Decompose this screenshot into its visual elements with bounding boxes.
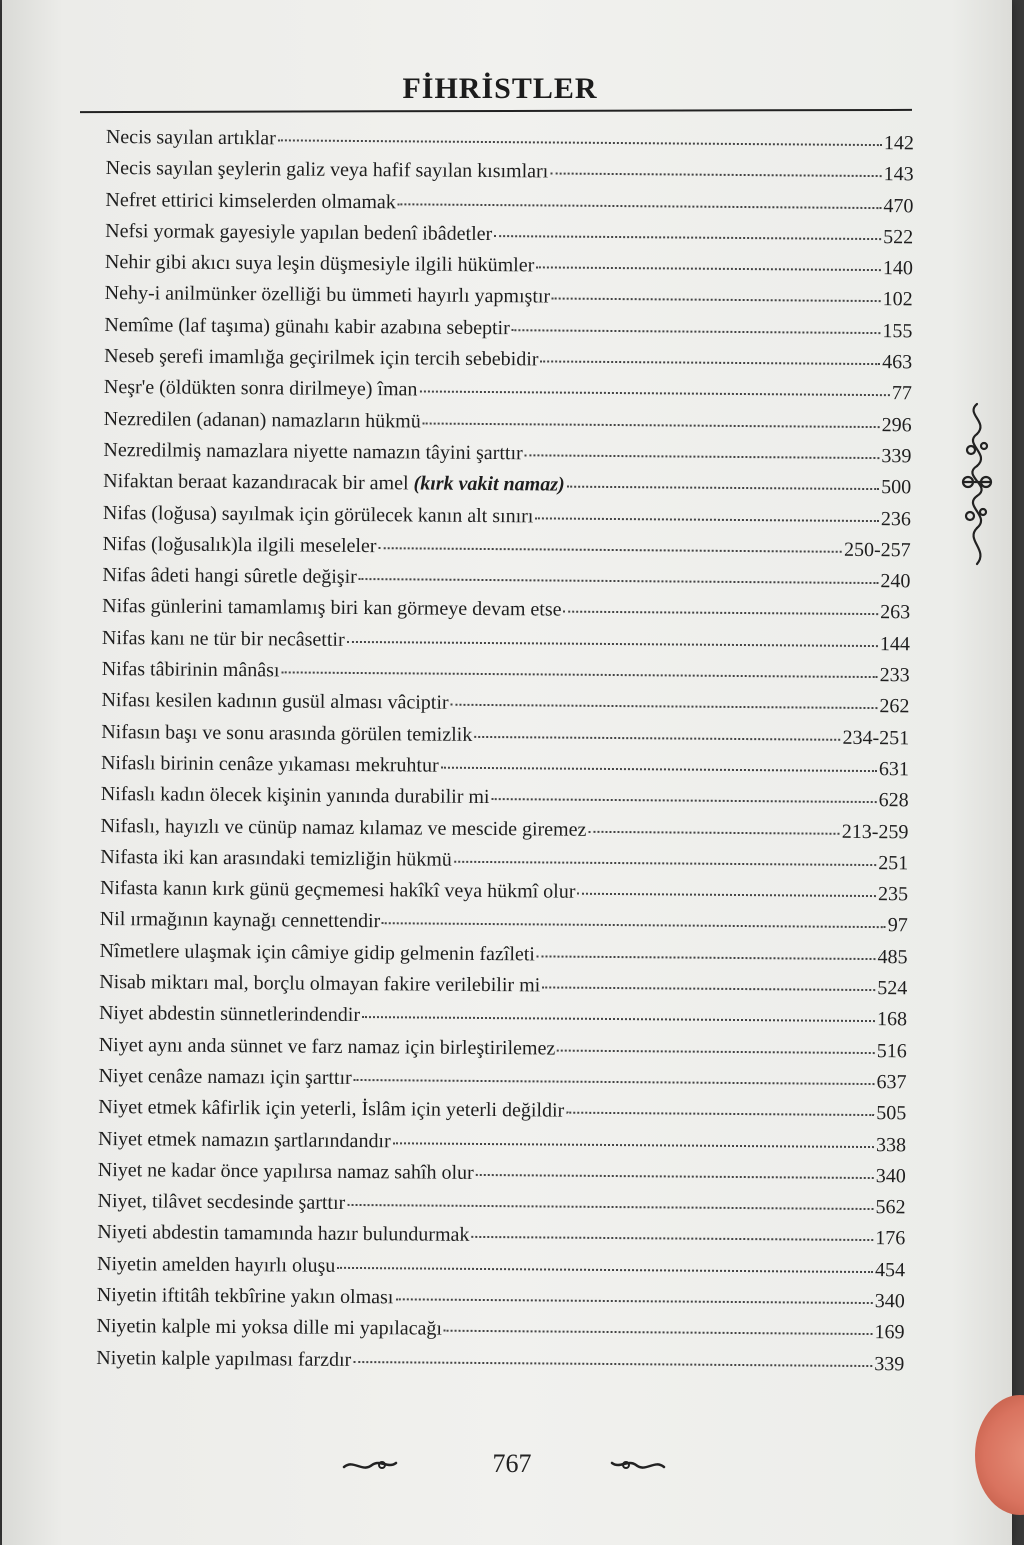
entry-title: Necis sayılan artıklar (105, 126, 276, 150)
dot-leader (474, 735, 840, 741)
entry-title: Niyet aynı anda sünnet ve farz namaz için birleştirilemez (98, 1033, 556, 1060)
entry-title: Neseb şerefi imamlığa geçirilmek için tercih sebebidir (104, 345, 539, 371)
index-entry-text (105, 251, 535, 277)
entry-page-number: 213-259 (841, 820, 909, 843)
index-entry-text (99, 1002, 360, 1027)
entry-title: Nifasta iki kan arasındaki temizliğin hükmü (100, 845, 452, 871)
index-entry-text (105, 189, 396, 214)
entry-title: Nezredilmiş namazlara niyette namazın tâyini şarttır (103, 438, 523, 465)
page-number: 767 (492, 1449, 532, 1478)
side-ornament-icon (957, 400, 997, 570)
dot-leader (537, 954, 876, 960)
index-entry-text (106, 157, 549, 183)
index-entry-text (103, 533, 377, 558)
entry-page-number: 143 (883, 163, 914, 186)
entry-page-number: 339 (881, 445, 912, 468)
dot-leader (359, 577, 879, 584)
dot-leader (492, 797, 877, 803)
entry-title: Niyet etmek kâfirlik için yeterli, İslâm için yeterli değildir (98, 1096, 565, 1122)
entry-title: Nifaslı, hayızlı ve cünüp namaz kılamaz ve mescide giremez (100, 814, 587, 841)
dot-leader (444, 1329, 873, 1335)
dot-leader (441, 766, 877, 772)
index-entry-text (99, 940, 535, 966)
index-entry-text (96, 1347, 351, 1372)
index-entry-text (101, 783, 490, 809)
header-rule (80, 109, 912, 113)
entry-title: Nifaktan beraat kazandıracak bir amel (103, 470, 409, 495)
dot-leader (588, 829, 839, 834)
entry-page-number: 485 (877, 945, 908, 969)
entry-page-number: 144 (879, 632, 911, 656)
index-entry-text (98, 1096, 564, 1123)
dot-leader (281, 670, 877, 678)
entry-page-number: 516 (876, 1039, 907, 1062)
dot-leader (419, 390, 889, 397)
dot-leader (451, 703, 878, 709)
dot-leader (567, 485, 879, 490)
dot-leader (535, 516, 879, 522)
dot-leader (525, 453, 880, 459)
entry-title: Nifasın başı ve sonu arasında görülen temizlik (101, 720, 473, 746)
entry-page-number: 470 (883, 194, 914, 217)
index-entry-text (99, 971, 540, 997)
entry-title: Nifas günlerini tamamlamış biri kan görmeye devam etse (102, 595, 562, 622)
entry-page-number: 262 (879, 695, 910, 718)
entry-page-number: 631 (878, 758, 910, 781)
index-entry-text (97, 1284, 394, 1309)
entry-title: Niyet, tilâvet secdesinde şarttır (97, 1190, 346, 1215)
dot-leader (494, 234, 881, 240)
index-entry-text (97, 1190, 345, 1215)
dot-leader (512, 328, 881, 334)
dot-leader (354, 1078, 875, 1085)
entry-title: Niyet abdestin sünnetlerindendir (98, 1002, 361, 1027)
entry-title: Neşr'e (öldükten sonra dirilmeye) îman (103, 376, 418, 401)
entry-page-number: 140 (882, 257, 913, 280)
index-entry-text (100, 877, 576, 904)
entry-title: Nisab miktarı mal, borçlu olmayan fakire verilebilir mi (99, 970, 541, 997)
entry-page-number: 500 (881, 476, 912, 499)
entry-page-number: 233 (879, 664, 910, 687)
entry-title: Nemîme (laf taşıma) günahı kabir azabına sebeptir (104, 313, 510, 339)
dot-leader (557, 1048, 875, 1053)
index-entry-text (104, 345, 538, 371)
entry-page-number: 236 (880, 507, 912, 530)
index-entry-text (101, 721, 472, 747)
entry-title: Nezredilen (adanan) namazların hükmü (103, 407, 421, 433)
entry-page-number: 340 (874, 1290, 905, 1313)
dot-leader (476, 1173, 874, 1179)
dot-leader (540, 359, 880, 365)
entry-page-number: 339 (874, 1352, 905, 1375)
page-header-title: FİHRİSTLER (402, 72, 598, 105)
page-footer (332, 1445, 692, 1485)
entry-page-number: 562 (875, 1196, 906, 1219)
right-swash-ornament-icon (608, 1455, 668, 1475)
entry-title: Niyetin iftitâh tekbîrine yakın olması (96, 1283, 394, 1309)
entry-page-number: 102 (882, 288, 913, 311)
entry-page-number: 168 (876, 1008, 908, 1031)
entry-page-number: 169 (874, 1321, 905, 1344)
entry-title: Nefsi yormak gayesiyle yapılan bedenî ibâdetler (105, 219, 493, 245)
entry-page-number: 142 (883, 132, 914, 155)
index-entry-text (100, 815, 586, 842)
entry-title: Niyet cenâze namazı için şarttır (98, 1064, 352, 1089)
index-entry-text (105, 282, 551, 308)
book-page (2, 0, 1012, 1545)
entry-page-number: 463 (882, 351, 913, 374)
index-entry-text (96, 1315, 442, 1341)
index-entry-text (105, 220, 492, 246)
entry-page-number: 454 (874, 1258, 906, 1281)
entry-page-number: 77 (891, 382, 913, 405)
dot-leader (362, 1015, 875, 1022)
dot-leader (347, 640, 878, 647)
index-entry-text (101, 689, 448, 715)
index-entry-list (96, 126, 914, 1384)
index-entry-text (100, 846, 452, 872)
index-entry-text (106, 126, 276, 150)
dot-leader (423, 421, 880, 428)
entry-page-number: 235 (877, 883, 909, 906)
entry-title: Nifas (loğusa) sayılmak için görülecek kanın alt sınırı (102, 501, 534, 527)
entry-title: Nifas tâbirinin mânâsı (101, 658, 280, 682)
entry-page-number: 97 (887, 914, 908, 937)
index-entry-text (98, 1159, 474, 1185)
entry-title: Niyet ne kadar önce yapılırsa namaz sahîh olur (97, 1158, 474, 1184)
entry-title: Nil ırmağının kaynağı cennettendir (99, 908, 381, 933)
dot-leader (347, 1203, 873, 1210)
entry-title: Nefret ettirici kimselerden olmamak (105, 188, 396, 213)
entry-title: Nifaslı birinin cenâze yıkaması mekruhtur (100, 751, 439, 777)
dot-leader (471, 1235, 873, 1241)
index-entry-text (97, 1221, 469, 1247)
entry-title: Nifas (loğusalık)la ilgili meseleler (102, 532, 377, 557)
index-entry-text (98, 1127, 391, 1152)
index-entry-text (102, 658, 280, 682)
dot-leader (454, 860, 876, 866)
index-entry-text (99, 1034, 556, 1061)
dot-leader (550, 172, 881, 178)
entry-title: Nehy-i anilmünker özelliği bu ümmeti hayırlı yapmıştır (104, 282, 551, 308)
index-entry-text (103, 470, 565, 497)
entry-page-number: 155 (882, 319, 913, 343)
entry-page-number: 522 (883, 225, 914, 249)
entry-title: Nifasta kanın kırk günü geçmemesi hakîkî veya hükmî olur (99, 877, 576, 903)
left-swash-ornament-icon (340, 1455, 400, 1475)
entry-page-number: 263 (880, 601, 911, 624)
dot-leader (378, 546, 842, 553)
index-entry-text (103, 502, 534, 528)
entry-page-number: 234-251 (842, 726, 910, 749)
entry-title: Niyeti abdestin tamamında hazır bulundurmak (97, 1221, 470, 1247)
dot-leader (395, 1297, 872, 1304)
index-entry-text (104, 376, 418, 401)
entry-title: Nîmetlere ulaşmak için câmiye gidip gelmenin fazîleti (99, 939, 536, 966)
dot-leader (542, 985, 875, 991)
index-entry-text (97, 1253, 335, 1278)
entry-page-number: 340 (875, 1164, 906, 1188)
entry-title: Nehir gibi akıcı suya leşin düşmesiyle ilgili hükümler (104, 251, 535, 277)
dot-leader (393, 1141, 874, 1148)
entry-page-number: 250-257 (843, 538, 911, 562)
entry-title: Niyetin kalple mi yoksa dille mi yapılacağı (96, 1315, 443, 1340)
dot-leader (337, 1266, 873, 1273)
index-entry-text (104, 408, 421, 433)
dot-leader (382, 922, 886, 929)
entry-page-number: 524 (877, 977, 908, 1000)
entry-page-number: 176 (875, 1227, 906, 1250)
entry-italic-note: (kırk vakit namaz) (413, 472, 565, 496)
index-entry-text (104, 314, 510, 340)
entry-title: Niyetin amelden hayırlı oluşu (96, 1252, 336, 1277)
entry-page-number: 637 (876, 1070, 907, 1094)
index-entry-text (102, 627, 345, 652)
dot-leader (577, 892, 876, 897)
entry-page-number: 628 (878, 789, 909, 812)
entry-title: Nifas âdeti hangi sûretle değişir (102, 564, 357, 589)
dot-leader (536, 266, 881, 272)
dot-leader (552, 297, 881, 303)
dot-leader (564, 610, 879, 615)
dot-leader (566, 1111, 874, 1116)
index-entry-text (101, 752, 439, 778)
entry-title: Nifası kesilen kadının gusül alması vâciptir (101, 689, 449, 715)
index-entry-text (102, 564, 357, 589)
entry-title: Nifas kanı ne tür bir necâsettir (101, 626, 345, 651)
index-entry-text (102, 595, 561, 622)
entry-page-number: 505 (876, 1102, 907, 1125)
entry-page-number: 338 (875, 1133, 907, 1156)
dot-leader (278, 138, 882, 146)
entry-title: Niyet etmek namazın şartlarındandır (97, 1127, 391, 1152)
index-entry-text (100, 908, 381, 933)
entry-page-number: 296 (881, 413, 912, 437)
entry-title: Niyetin kalple yapılması farzdır (96, 1346, 352, 1371)
index-entry (96, 1347, 904, 1385)
dot-leader (353, 1360, 872, 1367)
entry-page-number: 251 (878, 851, 909, 875)
index-entry-text (98, 1065, 351, 1090)
index-entry-text (103, 439, 522, 465)
entry-title: Necis sayılan şeylerin galiz veya hafif sayılan kısımları (105, 157, 549, 183)
entry-title: Nifaslı kadın ölecek kişinin yanında durabilir mi (100, 783, 490, 809)
dot-leader (398, 202, 882, 209)
entry-page-number: 240 (880, 570, 911, 593)
